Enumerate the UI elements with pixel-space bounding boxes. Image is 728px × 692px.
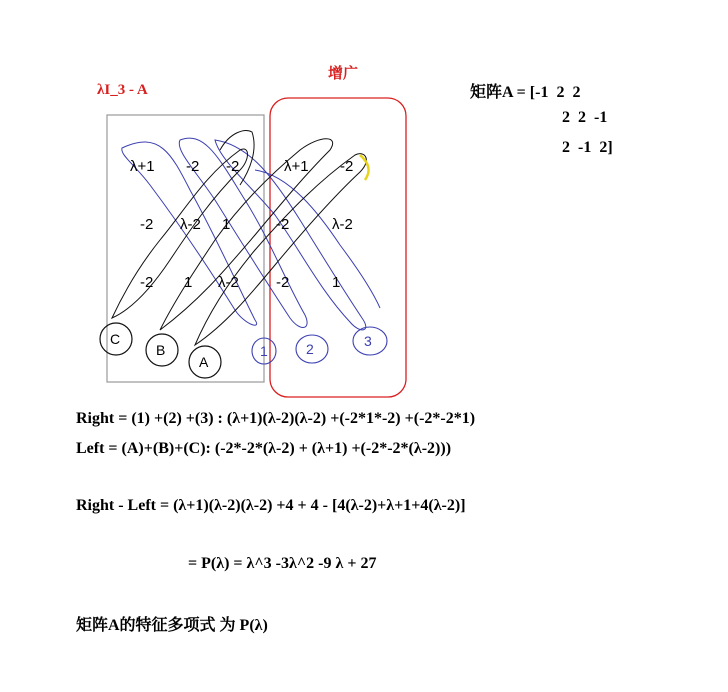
circle-label-2: 2 <box>306 341 314 357</box>
matrix-prefix: 矩阵A = <box>470 84 530 101</box>
grid-cell: -2 <box>140 216 154 233</box>
grid-cell: λ-2 <box>332 216 353 233</box>
equation-polynomial: = P(λ) = λ^3 -3λ^2 -9 λ + 27 <box>188 555 377 572</box>
matrix-box <box>107 115 264 382</box>
circle-label-1: 1 <box>260 343 268 359</box>
blue-diagonal-stroke <box>255 170 380 308</box>
circle-label-3: 3 <box>364 333 372 349</box>
lambda-matrix-label: λI_3 - A <box>97 82 148 98</box>
matrix-row-3: 2 -1 2] <box>562 139 613 156</box>
grid-cell: -2 <box>276 216 290 233</box>
matrix-row-2: 2 2 -1 <box>562 109 608 126</box>
grid-cell: -2 <box>140 274 154 291</box>
grid-cell: 1 <box>332 274 341 291</box>
augment-label: 增广 <box>328 66 359 82</box>
grid-cell: 1 <box>222 216 231 233</box>
matrix-row-1: [-1 2 2 <box>529 84 581 101</box>
grid-cell: λ+1 <box>284 158 309 175</box>
circle-label-c: C <box>110 331 121 347</box>
grid-cell: -2 <box>226 158 240 175</box>
equation-difference: Right - Left = (λ+1)(λ-2)(λ-2) +4 + 4 - [4(λ-2)+λ+1+4(λ-2)] <box>76 497 466 514</box>
grid-cell: -2 <box>186 158 200 175</box>
matrix-a <box>470 79 580 102</box>
conclusion-text: 矩阵A的特征多项式 为 P(λ) <box>76 617 268 634</box>
grid-cell: λ-2 <box>180 216 201 233</box>
circle-label-a: A <box>199 354 209 370</box>
equation-left: Left = (A)+(B)+(C): (-2*-2*(λ-2) + (λ+1) +(-2*-2*(λ-2))) <box>76 440 452 457</box>
grid-cell: λ+1 <box>130 158 155 175</box>
equation-right: Right = (1) +(2) +(3) : (λ+1)(λ-2)(λ-2) +(-2*1*-2) +(-2*-2*1) <box>76 410 476 427</box>
grid-cell: λ-2 <box>218 274 239 291</box>
grid-cell: 1 <box>184 274 193 291</box>
circle-label-b: B <box>156 342 166 358</box>
grid-cell: -2 <box>340 158 354 175</box>
grid-cell: -2 <box>276 274 290 291</box>
